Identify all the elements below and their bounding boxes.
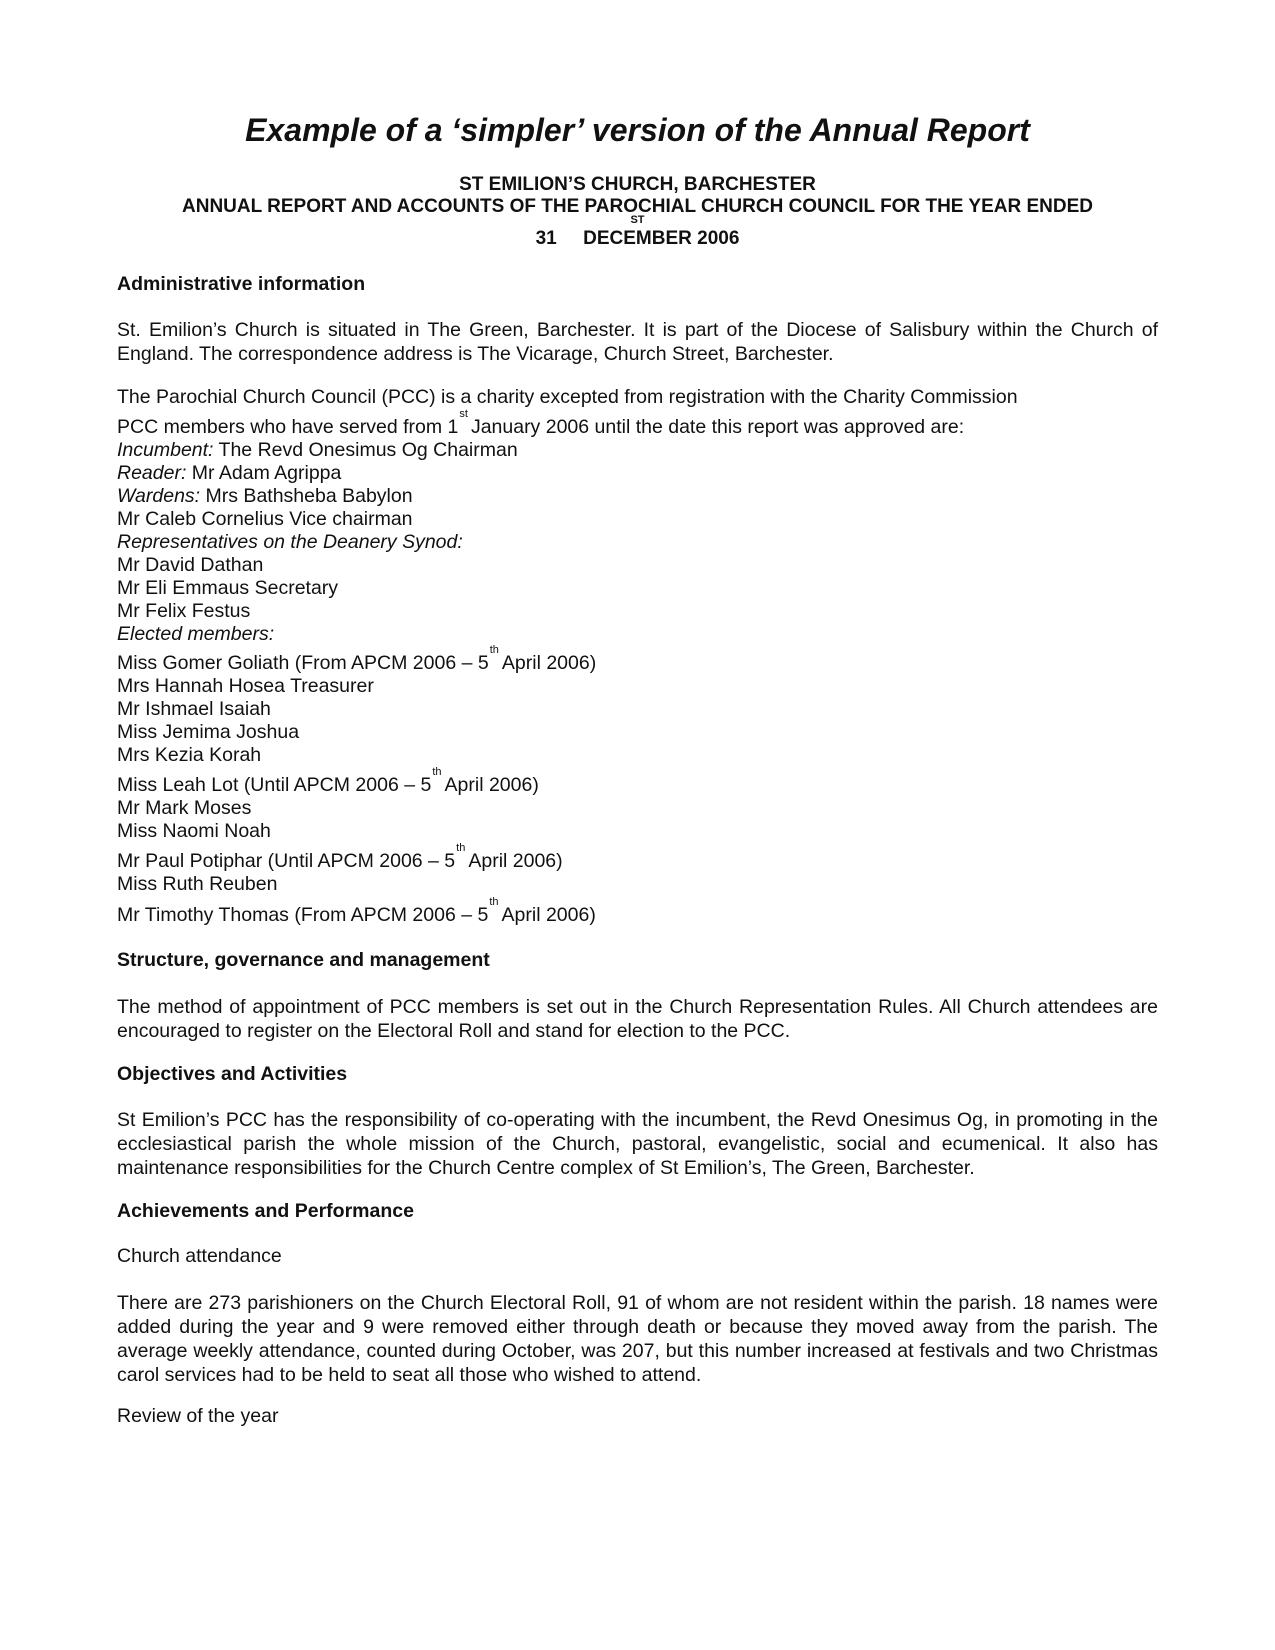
incumbent-line xyxy=(117,439,518,462)
elected-member: Mr Timothy Thomas (From APCM 2006 – 5thApril 2006) xyxy=(117,896,596,926)
elected-member: Mr Ishmael Isaiah xyxy=(117,698,271,720)
structure-paragraph: The method of appointment of PCC members is set out in the Church Representation Rules. All Church attendees are encouraged to register on the Electoral Roll and stand for election to the PCC. xyxy=(117,996,1158,1042)
elected-member: Miss Leah Lot (Until APCM 2006 – 5thApril 2006) xyxy=(117,766,539,796)
elected-label: Elected members: xyxy=(117,623,275,645)
review-subheading: Review of the year xyxy=(117,1405,279,1427)
achievements-heading: Achievements and Performance xyxy=(117,1200,414,1222)
members-intro-text: PCC members who have served from 1 xyxy=(117,416,459,438)
report-title-line: ANNUAL REPORT AND ACCOUNTS OF THE PAROCHIAL CHURCH COUNCIL FOR THE YEAR ENDED xyxy=(182,196,1093,217)
reader-value: Mr Adam Agrippa xyxy=(186,462,342,484)
elected-member: Miss Ruth Reuben xyxy=(117,873,278,895)
elected-member: Mr Paul Potiphar (Until APCM 2006 – 5thApril 2006) xyxy=(117,842,563,872)
incumbent-value: The Revd Onesimus Og Chairman xyxy=(213,439,518,461)
wardens-value: Mrs Bathsheba Babylon xyxy=(200,485,413,507)
members-intro xyxy=(117,408,965,439)
objectives-paragraph: St Emilion’s PCC has the responsibility of co-operating with the incumbent, the Revd Onesimus Og, in promoting in the ecclesiastical parish the whole mission of the Church, pastoral, evangelistic, social and ecumenical. It also has maintenance responsibilities for the Church Centre complex of St Emilion’s, The Green, Barchester. xyxy=(117,1109,1158,1179)
church-name: ST EMILION’S CHURCH, BARCHESTER xyxy=(459,174,816,195)
elected-member: Mrs Kezia Korah xyxy=(117,744,262,766)
elected-member: Mr Mark Moses xyxy=(117,797,252,819)
attendance-paragraph: There are 273 parishioners on the Church Electoral Roll, 91 of whom are not resident within the parish. 18 names were added during the year and 9 were removed either through death or because they moved away from the parish. The average weekly attendance, counted during October, was 207, but this number increased at festivals and two Christmas carol services had to be held to seat all those who wished to attend. xyxy=(117,1292,1158,1386)
reader-line xyxy=(117,462,341,485)
church-attendance-subheading: Church attendance xyxy=(117,1245,282,1267)
deanery-label: Representatives on the Deanery Synod: xyxy=(117,531,463,553)
deanery-member-2: Mr Eli Emmaus Secretary xyxy=(117,577,339,599)
elected-member: Miss Gomer Goliath (From APCM 2006 – 5thApril 2006) xyxy=(117,644,597,674)
elected-member: Miss Jemima Joshua xyxy=(117,721,300,743)
warden-2: Mr Caleb Cornelius Vice chairman xyxy=(117,508,413,530)
date-superscript: ST xyxy=(630,214,645,226)
report-date xyxy=(0,228,1275,250)
reader-label: Reader: xyxy=(117,462,187,484)
admin-paragraph-1: St. Emilion’s Church is situated in The Green, Barchester. It is part of the Diocese of Salisbury within the Church of England. The correspondence address is The Vicarage, Church Street, Barchester. xyxy=(117,319,1158,365)
deanery-member-3: Mr Felix Festus xyxy=(117,600,251,622)
structure-heading: Structure, governance and management xyxy=(117,949,490,971)
admin-heading: Administrative information xyxy=(117,273,366,295)
date-rest: DECEMBER 2006 xyxy=(583,228,740,249)
incumbent-label: Incumbent: xyxy=(117,439,214,461)
deanery-member-1: Mr David Dathan xyxy=(117,554,264,576)
admin-paragraph-2: The Parochial Church Council (PCC) is a charity excepted from registration with the Charity Commission xyxy=(117,386,1018,408)
objectives-heading: Objectives and Activities xyxy=(117,1063,348,1085)
date-day: 31 xyxy=(535,228,557,249)
elected-member: Miss Naomi Noah xyxy=(117,820,271,842)
elected-member: Mrs Hannah Hosea Treasurer xyxy=(117,675,374,697)
document-title: Example of a ‘simpler’ version of the Annual Report xyxy=(245,112,1030,148)
members-intro-text-end: January 2006 until the date this report was approved are: xyxy=(470,416,965,438)
wardens-line xyxy=(117,485,413,508)
members-intro-sup: st xyxy=(459,408,468,420)
wardens-label: Wardens: xyxy=(117,485,201,507)
